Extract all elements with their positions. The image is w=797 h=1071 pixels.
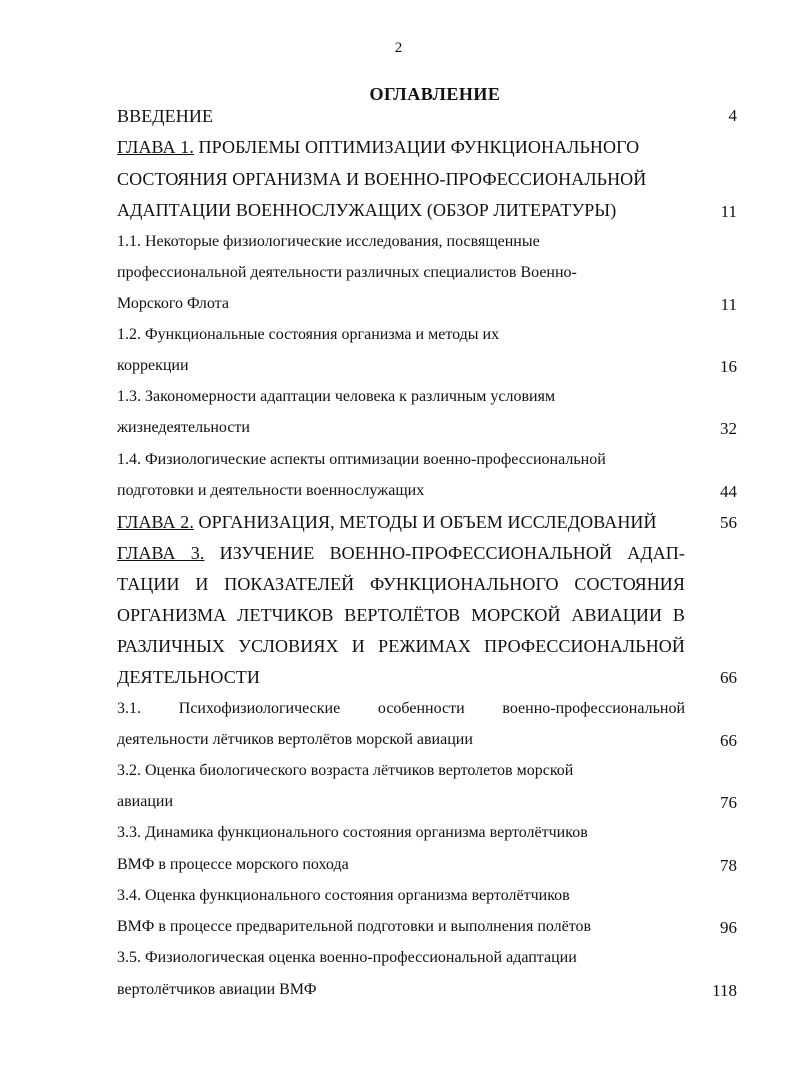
toc-entry-section-1-3-line-2: жизнедеятельности	[117, 419, 250, 436]
toc-entry-chapter-1-line-1	[117, 137, 639, 158]
toc-entry-chapter-3-line-5: ДЕЯТЕЛЬНОСТИ	[117, 667, 260, 687]
toc-entry-section-3-3-line-2: ВМФ в процессе морского похода	[117, 856, 349, 873]
toc-page-section-1-4: 44	[720, 482, 737, 501]
page-number: 2	[394, 40, 403, 56]
toc-entry-chapter-3-line-2: ТАЦИИ И ПОКАЗАТЕЛЕЙ ФУНКЦИОНАЛЬНОГО СОСТОЯНИЯ	[117, 574, 685, 594]
toc-entry-section-1-4-line-1: 1.4. Физиологические аспекты оптимизации военно-профессиональной	[117, 451, 606, 468]
chapter-1-title-part: ПРОБЛЕМЫ ОПТИМИЗАЦИИ ФУНКЦИОНАЛЬНОГО	[193, 137, 640, 157]
toc-entry-chapter-3-line-4: РАЗЛИЧНЫХ УСЛОВИЯХ И РЕЖИМАХ ПРОФЕССИОНАЛЬНОЙ	[117, 636, 685, 656]
toc-entry-section-1-1-line-1: 1.1. Некоторые физиологические исследования, посвященные	[117, 233, 540, 250]
toc-entry-intro	[117, 106, 213, 127]
toc-entry-section-3-1-line-2: деятельности лётчиков вертолётов морской авиации	[117, 731, 473, 748]
toc-entry-section-3-2-line-1: 3.2. Оценка биологического возраста лётчиков вертолетов морской	[117, 762, 574, 779]
toc-page-section-1-2: 16	[720, 357, 737, 376]
chapter-2-title: ОРГАНИЗАЦИЯ, МЕТОДЫ И ОБЪЕМ ИССЛЕДОВАНИЙ	[193, 512, 657, 532]
toc-entry-section-3-5-line-2: вертолётчиков авиации ВМФ	[117, 981, 317, 998]
toc-title: ОГЛАВЛЕНИЕ	[369, 84, 501, 104]
toc-entry-section-1-1-line-3: Морского Флота	[117, 295, 229, 312]
toc-page-chapter-2: 56	[720, 513, 737, 532]
toc-entry-chapter-3-line-1	[117, 543, 685, 564]
toc-page-section-3-5: 118	[712, 981, 737, 1000]
toc-page-chapter-3: 66	[720, 668, 737, 687]
toc-entry-chapter-3-line-3: ОРГАНИЗМА ЛЕТЧИКОВ ВЕРТОЛЁТОВ МОРСКОЙ АВИАЦИИ В	[117, 605, 685, 625]
toc-page-section-3-3: 78	[720, 856, 737, 875]
toc-entry-chapter-1-line-2: СОСТОЯНИЯ ОРГАНИЗМА И ВОЕННО-ПРОФЕССИОНАЛЬНОЙ	[117, 169, 647, 189]
chapter-2-label: ГЛАВА 2.	[117, 512, 194, 532]
toc-entry-section-3-2-line-2: авиации	[117, 793, 174, 810]
toc-entry-section-3-3-line-1: 3.3. Динамика функционального состояния организма вертолётчиков	[117, 824, 588, 841]
chapter-3-title-part: ИЗУЧЕНИЕ ВОЕННО-ПРОФЕССИОНАЛЬНОЙ АДАП-	[204, 543, 685, 563]
toc-entry-section-3-5-line-1: 3.5. Физиологическая оценка военно-профессиональной адаптации	[117, 949, 577, 966]
toc-entry-section-1-2-line-2: коррекции	[117, 357, 189, 374]
toc-entry-section-1-2-line-1: 1.2. Функциональные состояния организма и методы их	[117, 326, 500, 343]
toc-entry-section-3-4-line-1: 3.4. Оценка функционального состояния организма вертолётчиков	[117, 887, 570, 904]
toc-entry-chapter-1-line-3: АДАПТАЦИИ ВОЕННОСЛУЖАЩИХ (ОБЗОР ЛИТЕРАТУРЫ)	[117, 200, 617, 220]
toc-entry-section-1-1-line-2: профессиональной деятельности различных специалистов Военно-	[117, 264, 577, 281]
toc-page-intro: 4	[728, 106, 737, 125]
toc-entry-intro-text: ВВЕДЕНИЕ	[117, 106, 214, 126]
toc-page-section-3-1: 66	[720, 731, 737, 750]
toc-page-section-1-3: 32	[720, 419, 737, 438]
toc-page-section-3-4: 96	[720, 918, 737, 937]
chapter-1-label: ГЛАВА 1.	[117, 137, 194, 157]
toc-entry-section-1-4-line-2: подготовки и деятельности военнослужащих	[117, 482, 425, 499]
chapter-3-label: ГЛАВА 3.	[117, 543, 205, 563]
toc-entry-section-1-3-line-1: 1.3. Закономерности адаптации человека к различным условиям	[117, 388, 556, 405]
toc-page-chapter-1: 11	[720, 202, 737, 221]
toc-entry-section-3-1-line-1: 3.1. Психофизиологические особенности военно-профессиональной	[117, 700, 685, 717]
toc-page-section-3-2: 76	[720, 793, 737, 812]
toc-page-section-1-1: 11	[720, 295, 737, 314]
toc-entry-chapter-2	[117, 512, 657, 533]
toc-entry-section-3-4-line-2: ВМФ в процессе предварительной подготовки и выполнения полётов	[117, 918, 592, 935]
